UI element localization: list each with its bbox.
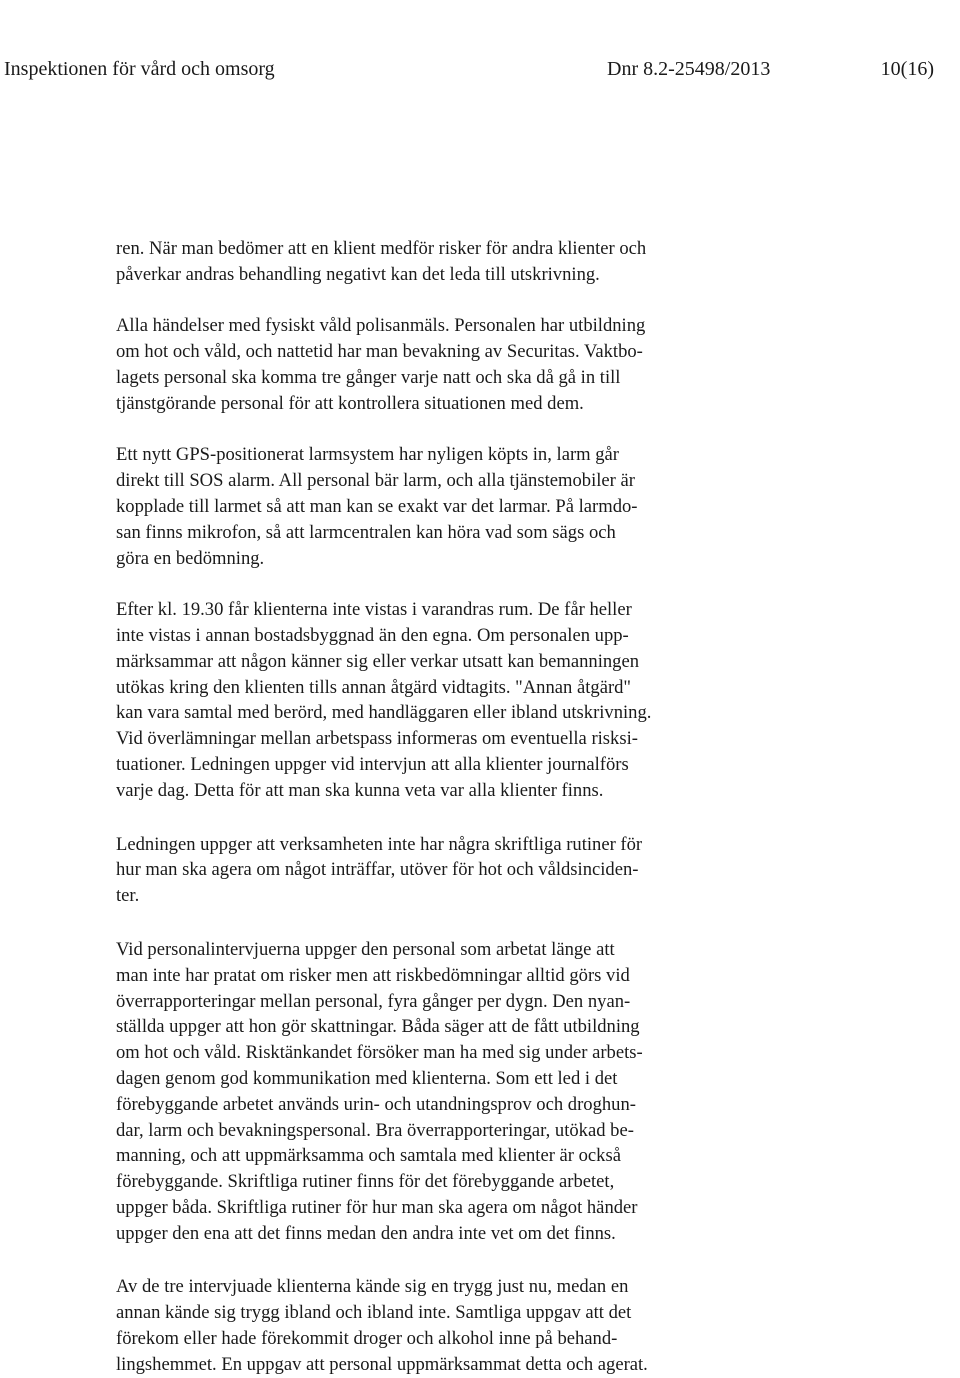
- text-line: om hot och våld, och nattetid har man bevakning av Securitas. Vaktbo-: [116, 341, 643, 363]
- text-line: överrapporteringar mellan personal, fyra gånger per dygn. Den nyan-: [116, 990, 631, 1012]
- text-line: Av de tre intervjuade klienterna kände sig en trygg just nu, medan en: [116, 1276, 629, 1298]
- header-page-number: 10(16): [880, 58, 934, 80]
- text-line: manning, och att uppmärksamma och samtala med klienter är också: [116, 1145, 621, 1167]
- page-header: [4, 54, 934, 84]
- text-line: dagen genom god kommunikation med klienterna. Som ett led i det: [116, 1067, 618, 1089]
- text-line: direkt till SOS alarm. All personal bär larm, och alla tjänstemobiler är: [116, 470, 635, 492]
- text-line: annan kände sig trygg ibland och ibland inte. Samtliga uppgav att det: [116, 1302, 632, 1324]
- text-line: hur man ska agera om något inträffar, utöver för hot och våldsinciden-: [116, 859, 639, 881]
- text-line: märksammar att någon känner sig eller verkar utsatt kan bemanningen: [116, 650, 640, 672]
- text-line: göra en bedömning.: [116, 547, 265, 569]
- text-line: Alla händelser med fysiskt våld polisanmäls. Personalen har utbildning: [116, 315, 646, 337]
- paragraph-client-interviews: [116, 1274, 746, 1377]
- text-line: varje dag. Detta för att man ska kunna veta var alla klienter finns.: [116, 779, 604, 801]
- text-line: påverkar andras behandling negativt kan det leda till utskrivning.: [116, 263, 600, 285]
- paragraph-discharge-risk: [116, 236, 746, 288]
- text-line: förebyggande. Skriftliga rutiner finns för det förebyggande arbetet,: [116, 1171, 615, 1193]
- document-body: [116, 236, 746, 1378]
- text-line: om hot och våld. Risktänkandet försöker man ha med sig under arbets-: [116, 1042, 643, 1064]
- text-line: Efter kl. 19.30 får klienterna inte vistas i varandras rum. De får heller: [116, 599, 632, 621]
- paragraph-violence-reporting: [116, 313, 746, 416]
- text-line: förebyggande arbetet används urin- och utandningsprov och droghun-: [116, 1093, 636, 1115]
- text-line: Vid överlämningar mellan arbetspass informeras om eventuella risksi-: [116, 728, 638, 750]
- text-line: tuationer. Ledningen uppger vid intervjun att alla klienter journalförs: [116, 753, 629, 775]
- text-line: Vid personalintervjuerna uppger den personal som arbetat länge att: [116, 938, 615, 960]
- text-line: tjänstgörande personal för att kontrollera situationen med dem.: [116, 392, 584, 414]
- text-line: uppger båda. Skriftliga rutiner för hur man ska agera om något händer: [116, 1196, 638, 1218]
- text-line: ren. När man bedömer att en klient medför risker för andra klienter och: [116, 238, 647, 259]
- header-reference-number: Dnr 8.2-25498/2013: [607, 58, 771, 80]
- text-line: förekom eller hade förekommit droger och alkohol inne på behand-: [116, 1328, 618, 1350]
- text-line: san finns mikrofon, så att larmcentralen kan höra vad som sägs och: [116, 521, 616, 543]
- text-line: uppger den ena att det finns medan den andra inte vet om det finns.: [116, 1222, 616, 1244]
- text-line: utökas kring den klienten tills annan åtgärd vidtagits. "Annan åtgärd": [116, 676, 632, 698]
- text-line: man inte har pratat om risker men att riskbedömningar alltid görs vid: [116, 964, 630, 986]
- header-organization: Inspektionen för vård och omsorg: [4, 58, 275, 80]
- text-line: Ett nytt GPS-positionerat larmsystem har nyligen köpts in, larm går: [116, 444, 619, 466]
- text-line: lagets personal ska komma tre gånger varje natt och ska då gå in till: [116, 366, 621, 388]
- paragraph-alarm-system: [116, 442, 746, 571]
- text-line: kopplade till larmet så att man kan se exakt var det larmar. På larmdo-: [116, 495, 638, 517]
- text-line: ställda uppger att hon gör skattningar. Båda säger att de fått utbildning: [116, 1016, 640, 1038]
- text-line: ter.: [116, 885, 140, 907]
- text-line: inte vistas i annan bostadsbyggnad än den egna. Om personalen upp-: [116, 624, 629, 646]
- paragraph-evening-rules: [116, 597, 746, 803]
- text-line: Ledningen uppger att verksamheten inte har några skriftliga rutiner för: [116, 833, 643, 855]
- paragraph-staff-interviews: [116, 937, 746, 1247]
- text-line: lingshemmet. En uppgav att personal uppmärksammat detta och agerat.: [116, 1353, 648, 1375]
- text-line: dar, larm och bevakningspersonal. Bra överrapporteringar, utökad be-: [116, 1119, 634, 1141]
- text-line: kan vara samtal med berörd, med handläggaren eller ibland utskrivning.: [116, 702, 652, 724]
- paragraph-management-routines: [116, 832, 746, 909]
